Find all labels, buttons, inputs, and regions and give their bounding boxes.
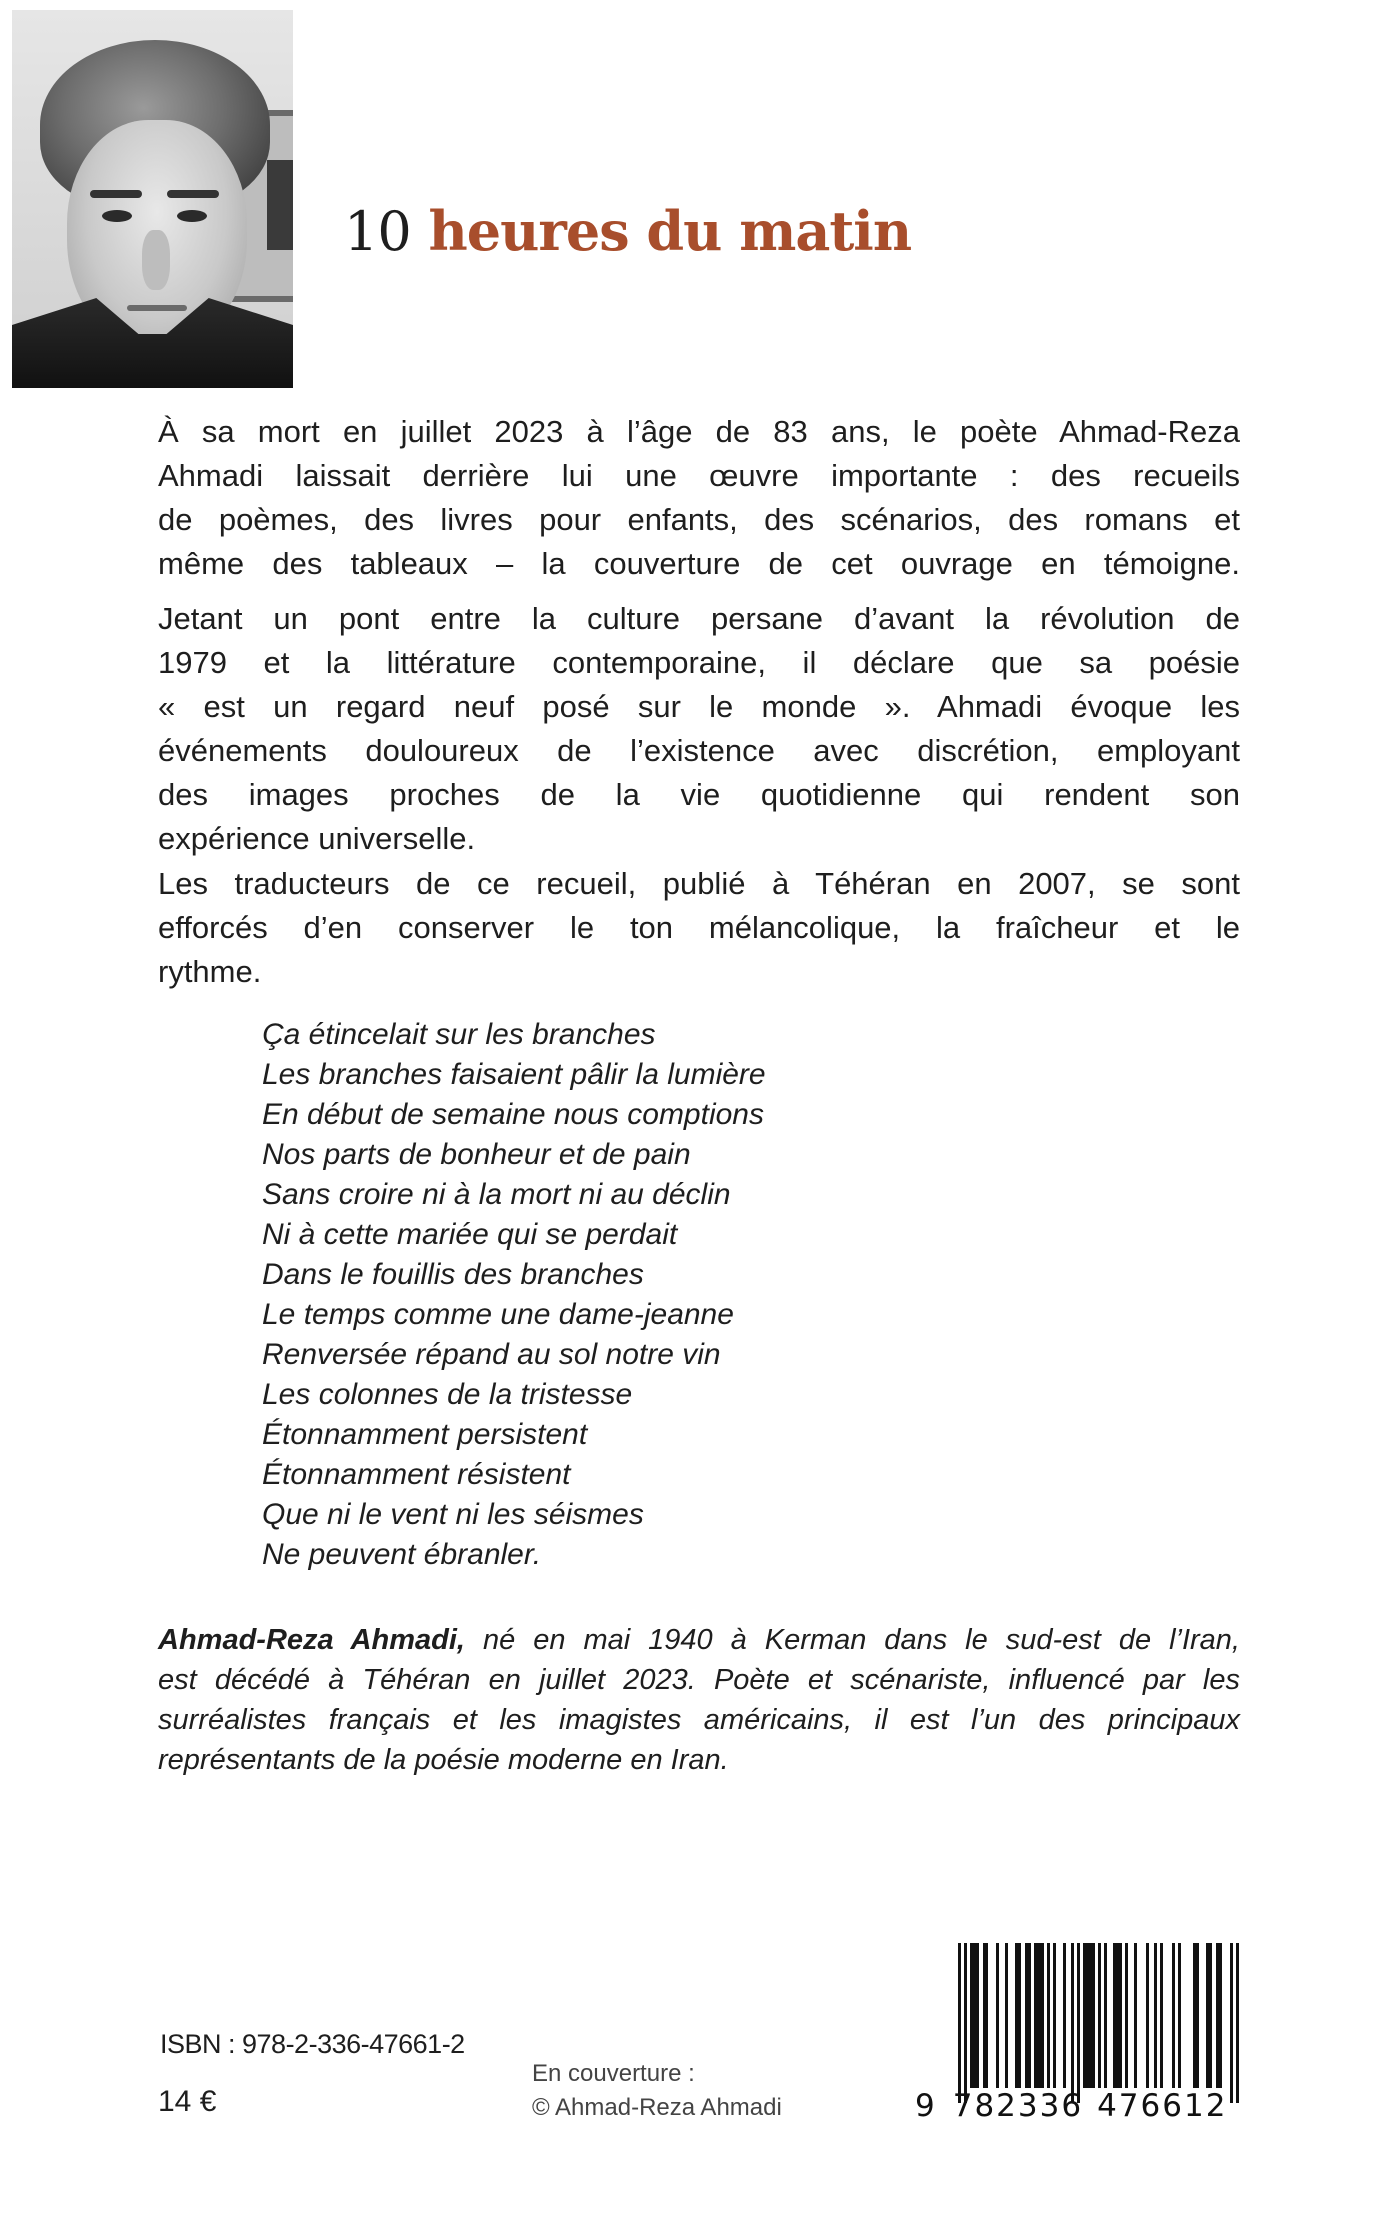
photo-brow-left bbox=[90, 190, 142, 198]
isbn-label: ISBN : 978-2-336-47661-2 bbox=[160, 2029, 465, 2059]
title-number: 10 bbox=[344, 200, 411, 263]
book-title bbox=[344, 196, 911, 267]
paragraph-line: Jetant un pont entre la culture persane d’avant la révolution de bbox=[158, 601, 1240, 636]
poem-verse: Renversée répand au sol notre vin bbox=[262, 1338, 721, 1371]
cover-credit-label: En couverture : bbox=[532, 2060, 695, 2087]
paragraph-line: Ahmadi laissait derrière lui une œuvre importante : des recueils bbox=[158, 458, 1240, 493]
cover-credit bbox=[532, 2057, 782, 2125]
paragraph-line: Les traducteurs de ce recueil, publié à Téhéran en 2007, se sont bbox=[158, 866, 1240, 901]
photo-background-painting bbox=[267, 160, 293, 250]
poem-verse: Sans croire ni à la mort ni au déclin bbox=[262, 1178, 731, 1211]
title-text: heures du matin bbox=[428, 199, 912, 263]
barcode-digits-group-1: 782336 bbox=[952, 2088, 1084, 2124]
cover-credit-value: © Ahmad-Reza Ahmadi bbox=[532, 2094, 782, 2121]
bio-line-text: né en mai 1940 à Kerman dans le sud-est de l’Iran, bbox=[464, 1624, 1240, 1656]
paragraph-line: 1979 et la littérature contemporaine, il déclare que sa poésie bbox=[158, 645, 1240, 680]
barcode-digits-group-2: 476612 bbox=[1097, 2088, 1228, 2124]
bio-line: représentants de la poésie moderne en Iran. bbox=[158, 1744, 729, 1776]
blurb-paragraph-2 bbox=[158, 597, 1240, 861]
author-bio bbox=[158, 1620, 1240, 1780]
poem-verse: Étonnamment résistent bbox=[262, 1458, 571, 1491]
photo-mouth bbox=[127, 305, 187, 311]
poem-verse: Étonnamment persistent bbox=[262, 1418, 588, 1451]
author-photo bbox=[12, 10, 293, 388]
poem-verse: Le temps comme une dame-jeanne bbox=[262, 1298, 734, 1331]
paragraph-line: efforcés d’en conserver le ton mélancolique, la fraîcheur et le bbox=[158, 910, 1240, 945]
photo-brow-right bbox=[167, 190, 219, 198]
poem-excerpt bbox=[262, 1015, 766, 1575]
blurb-paragraph-1 bbox=[158, 410, 1240, 586]
price-label: 14 € bbox=[158, 2085, 217, 2118]
barcode-digit-first: 9 bbox=[915, 2088, 937, 2124]
poem-verse: Nos parts de bonheur et de pain bbox=[262, 1138, 691, 1171]
bio-line: est décédé à Téhéran en juillet 2023. Poète et scénariste, influencé par les bbox=[158, 1664, 1240, 1696]
blurb-paragraph-3 bbox=[158, 862, 1240, 994]
poem-verse: En début de semaine nous comptions bbox=[262, 1098, 764, 1131]
barcode-digits bbox=[915, 2088, 1255, 2124]
author-name: Ahmad-Reza Ahmadi, bbox=[158, 1624, 465, 1656]
photo-eye-left bbox=[102, 210, 132, 222]
poem-verse: Ça étincelait sur les branches bbox=[262, 1018, 656, 1051]
paragraph-line: rythme. bbox=[158, 954, 262, 989]
poem-verse: Que ni le vent ni les séismes bbox=[262, 1498, 644, 1531]
paragraph-line: événements douloureux de l’existence avec discrétion, employant bbox=[158, 733, 1240, 768]
paragraph-line: de poèmes, des livres pour enfants, des scénarios, des romans et bbox=[158, 502, 1240, 537]
paragraph-line: expérience universelle. bbox=[158, 821, 476, 856]
photo-nose bbox=[142, 230, 170, 290]
poem-verse: Dans le fouillis des branches bbox=[262, 1258, 644, 1291]
paragraph-line: des images proches de la vie quotidienne qui rendent son bbox=[158, 777, 1240, 812]
poem-verse: Les branches faisaient pâlir la lumière bbox=[262, 1058, 766, 1091]
photo-eye-right bbox=[177, 210, 207, 222]
bio-line bbox=[158, 1620, 1240, 1660]
poem-verse: Ni à cette mariée qui se perdait bbox=[262, 1218, 678, 1251]
bio-line: surréalistes français et les imagistes américains, il est l’un des principaux bbox=[158, 1704, 1240, 1736]
poem-verse: Les colonnes de la tristesse bbox=[262, 1378, 633, 1411]
paragraph-line: même des tableaux – la couverture de cet ouvrage en témoigne. bbox=[158, 546, 1240, 581]
poem-verse: Ne peuvent ébranler. bbox=[262, 1538, 542, 1571]
paragraph-line: « est un regard neuf posé sur le monde ». Ahmadi évoque les bbox=[158, 689, 1240, 724]
paragraph-line: À sa mort en juillet 2023 à l’âge de 83 ans, le poète Ahmad-Reza bbox=[158, 414, 1240, 449]
